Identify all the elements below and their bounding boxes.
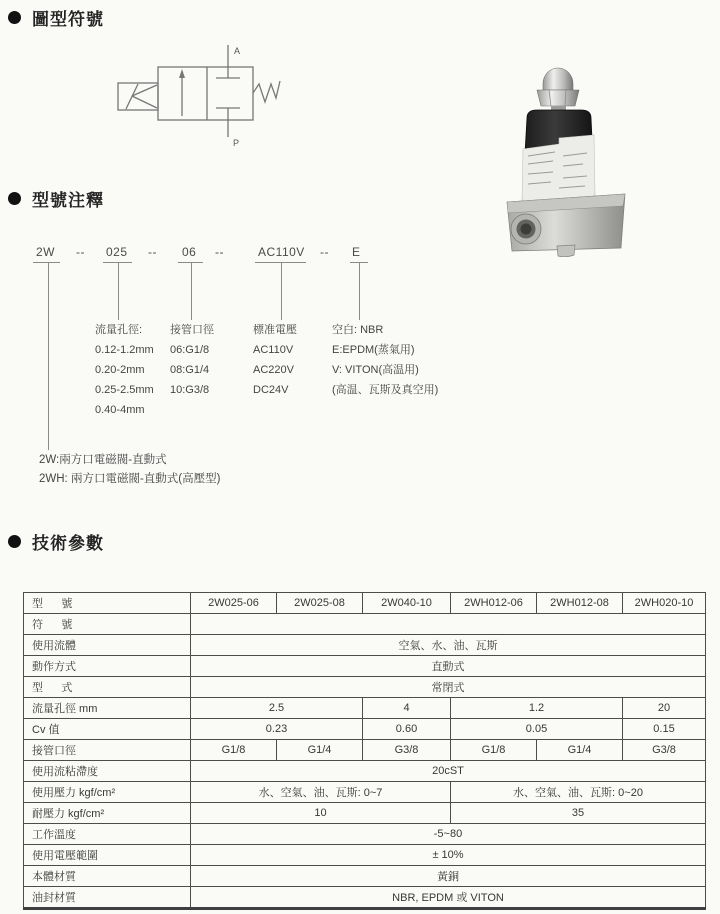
spec-row-label: 油封材質 xyxy=(24,887,191,909)
spec-row-label: 工作溫度 xyxy=(24,824,191,845)
cap-hex-nut xyxy=(537,90,579,106)
annotation-item: E:EPDM(蒸氣用) xyxy=(332,344,415,356)
spec-table-row xyxy=(24,866,706,887)
model-code-part-4: AC110V xyxy=(258,245,305,259)
spec-cell: 水、空氣、油、瓦斯: 0~20 xyxy=(451,782,706,803)
spec-cell: 2W025-06 xyxy=(191,593,277,614)
spec-cell: G1/4 xyxy=(537,740,623,761)
annotation-item: 08:G1/4 xyxy=(170,364,210,376)
spec-cell: 常閉式 xyxy=(191,677,706,698)
code-connector-line xyxy=(118,263,119,320)
model-code-part-5: E xyxy=(352,245,361,259)
spec-cell: 20 xyxy=(623,698,706,719)
annotation-column-seal xyxy=(332,320,438,400)
spec-cell: 35 xyxy=(451,803,706,824)
section-title: 型號注釋 xyxy=(32,191,104,210)
spec-row-label: 使用流體 xyxy=(24,635,191,656)
spec-cell: 0.05 xyxy=(451,719,623,740)
port-p-label: P xyxy=(233,138,240,147)
spec-cell: 2W025-08 xyxy=(277,593,363,614)
spec-cell: 黃銅 xyxy=(191,866,706,887)
code-connector-line xyxy=(359,263,360,320)
cap-dome xyxy=(543,68,573,90)
annotation-item: 0.25-2.5mm xyxy=(95,384,154,396)
spec-cell: 2.5 xyxy=(191,698,363,719)
spec-table-row xyxy=(24,824,706,845)
spec-row-label: 使用電壓範圍 xyxy=(24,845,191,866)
spec-table-row xyxy=(24,782,706,803)
annotation-item: AC220V xyxy=(253,364,294,376)
spec-cell: 4 xyxy=(363,698,451,719)
model-code-part-1: 2W xyxy=(36,245,55,259)
section-bullet-icon xyxy=(8,11,21,24)
spec-cell: 10 xyxy=(191,803,451,824)
spec-table xyxy=(23,592,706,910)
spec-table-row xyxy=(24,845,706,866)
section-title: 技術參數 xyxy=(32,534,104,553)
spec-table-row xyxy=(24,677,706,698)
spec-cell: 空氣、水、油、瓦斯 xyxy=(191,635,706,656)
spec-cell xyxy=(191,614,706,635)
series-note-2w: 2W:兩方口電磁閥-直動式 xyxy=(39,454,167,466)
spec-cell: NBR, EPDM 或 VITON xyxy=(191,887,706,909)
spec-table-row xyxy=(24,593,706,614)
spec-row-label: 使用流粘滯度 xyxy=(24,761,191,782)
section-bullet-icon xyxy=(8,535,21,548)
spec-cell: ± 10% xyxy=(191,845,706,866)
annotation-item: AC110V xyxy=(253,344,294,356)
spec-row-label: 動作方式 xyxy=(24,656,191,677)
code-underline xyxy=(33,262,60,263)
spec-row-label: 型 號 xyxy=(24,593,191,614)
flow-arrow-icon xyxy=(179,69,185,78)
spec-cell: G1/4 xyxy=(277,740,363,761)
valve-body-symbol xyxy=(158,67,253,120)
spec-table-row xyxy=(24,740,706,761)
model-code-part-3: 06 xyxy=(182,245,197,259)
spec-table-row xyxy=(24,614,706,635)
model-code-part-2: 025 xyxy=(106,245,128,259)
spec-cell: 2WH012-06 xyxy=(451,593,537,614)
spec-table-row xyxy=(24,887,706,909)
code-connector-line xyxy=(191,263,192,320)
spec-row-label: 耐壓力 kgf/cm² xyxy=(24,803,191,824)
spec-cell: 2WH012-08 xyxy=(537,593,623,614)
annotation-item: V: VITON(高温用) xyxy=(332,364,419,376)
section-header-specs xyxy=(8,529,104,554)
spec-cell: 0.23 xyxy=(191,719,363,740)
spec-table-container xyxy=(23,592,706,910)
code-connector-line xyxy=(281,263,282,320)
spec-table-row xyxy=(24,656,706,677)
code-connector-line xyxy=(48,263,49,450)
spec-table-row xyxy=(24,761,706,782)
spec-cell: 水、空氣、油、瓦斯: 0~7 xyxy=(191,782,451,803)
series-note-2wh: 2WH: 兩方口電磁閥-直動式(高壓型) xyxy=(39,473,221,485)
spec-row-label: 本體材質 xyxy=(24,866,191,887)
spec-cell: 1.2 xyxy=(451,698,623,719)
spec-table-row xyxy=(24,698,706,719)
annotation-header: 接管口徑 xyxy=(170,324,214,336)
annotation-item: DC24V xyxy=(253,384,289,396)
bottom-stub xyxy=(557,245,575,257)
product-photo xyxy=(495,52,640,257)
annotation-item: 0.20-2mm xyxy=(95,364,145,376)
spec-row-label: 型 式 xyxy=(24,677,191,698)
spec-row-label: 接管口徑 xyxy=(24,740,191,761)
spec-table-row xyxy=(24,803,706,824)
spec-row-label: 使用壓力 kgf/cm² xyxy=(24,782,191,803)
valve-schematic-diagram xyxy=(113,42,288,147)
annotation-header: 標准電壓 xyxy=(253,324,297,336)
spec-table-row xyxy=(24,635,706,656)
spec-table-row xyxy=(24,719,706,740)
annotation-column-orifice xyxy=(95,320,154,420)
annotation-item: 0.12-1.2mm xyxy=(95,344,154,356)
spec-cell: 直動式 xyxy=(191,656,706,677)
spec-cell: -5~80 xyxy=(191,824,706,845)
annotation-item: 0.40-4mm xyxy=(95,404,145,416)
spring-symbol xyxy=(253,81,280,102)
annotation-column-voltage xyxy=(253,320,297,400)
section-title: 圖型符號 xyxy=(32,10,104,29)
spec-cell: 2WH020-10 xyxy=(623,593,706,614)
model-code-sep: -- xyxy=(215,245,224,259)
spec-cell: 0.15 xyxy=(623,719,706,740)
spec-cell: G1/8 xyxy=(451,740,537,761)
model-code-sep: -- xyxy=(148,245,157,259)
annotation-item: 06:G1/8 xyxy=(170,344,210,356)
spec-row-label: 符 號 xyxy=(24,614,191,635)
spec-cell: 20cST xyxy=(191,761,706,782)
port-a-label: A xyxy=(234,46,241,56)
annotation-item: 10:G3/8 xyxy=(170,384,210,396)
spec-cell: G3/8 xyxy=(363,740,451,761)
spec-cell: 2W040-10 xyxy=(363,593,451,614)
annotation-header: 空白: NBR xyxy=(332,324,384,336)
spec-row-label: 流量孔徑 mm xyxy=(24,698,191,719)
annotation-item: (高温、瓦斯及真空用) xyxy=(332,384,439,396)
spec-row-label: Cv 值 xyxy=(24,719,191,740)
model-code-sep: -- xyxy=(76,245,85,259)
model-code-sep: -- xyxy=(320,245,329,259)
section-header-model xyxy=(8,186,104,211)
section-bullet-icon xyxy=(8,192,21,205)
spec-cell: G3/8 xyxy=(623,740,706,761)
spec-cell: 0.60 xyxy=(363,719,451,740)
annotation-header: 流量孔徑: xyxy=(95,324,143,336)
spec-cell: G1/8 xyxy=(191,740,277,761)
annotation-column-port-size xyxy=(170,320,214,400)
section-header-symbol xyxy=(8,5,104,30)
